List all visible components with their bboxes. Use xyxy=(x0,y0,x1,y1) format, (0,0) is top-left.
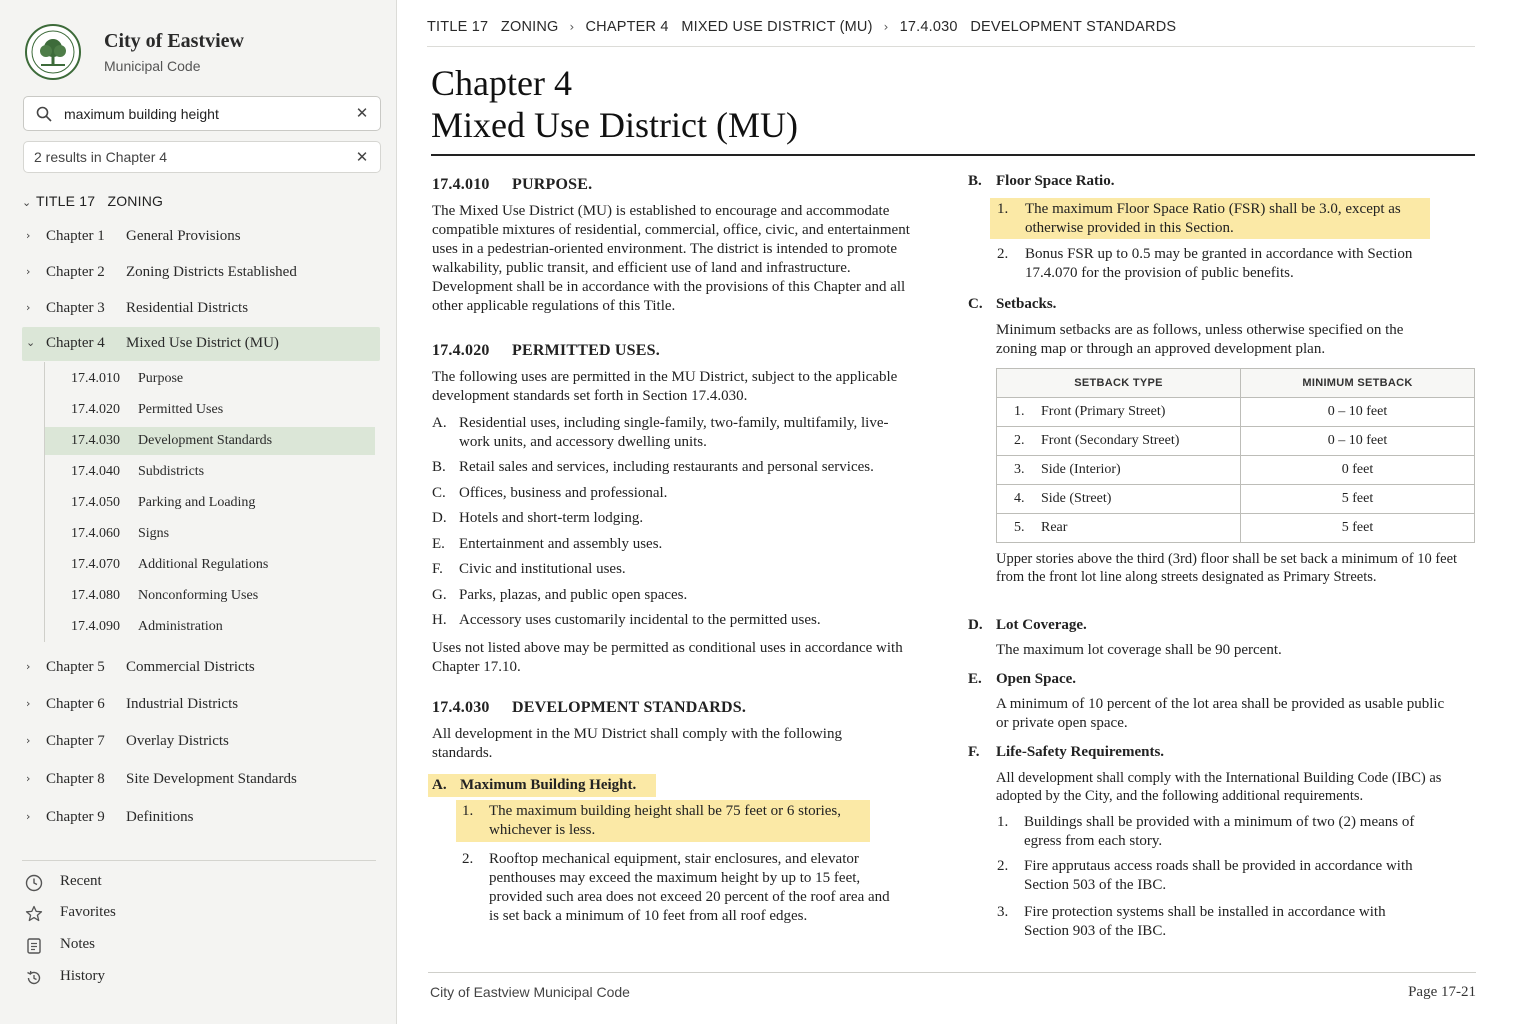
setback-table xyxy=(996,368,1475,543)
subsection-marker: C. xyxy=(968,296,983,312)
list-text: Bonus FSR up to 0.5 may be granted in accordance with Section 17.4.070 for the provision of public benefits. xyxy=(1025,246,1413,281)
history-icon xyxy=(24,968,44,988)
list-text: Offices, business and professional. xyxy=(459,485,668,501)
setbacks-intro: Minimum setbacks are as follows, unless otherwise specified on the zoning map or through an approved development plan. xyxy=(996,322,1404,357)
subsection-marker: A. xyxy=(432,777,447,793)
code-subtitle: Municipal Code xyxy=(104,58,201,74)
section-label: Additional Regulations xyxy=(138,557,269,572)
setback-type: Front (Primary Street) xyxy=(1041,404,1166,419)
table-row xyxy=(997,485,1475,514)
row-number: 3. xyxy=(1014,462,1025,477)
list-item xyxy=(432,458,922,478)
subsection-c-heading xyxy=(968,295,1168,315)
subsection-title: Maximum Building Height. xyxy=(460,777,637,793)
search-box xyxy=(23,96,381,131)
breadcrumb-title[interactable]: TITLE 17 ZONING xyxy=(427,19,559,35)
chevron-right-icon: › xyxy=(26,265,31,278)
subsection-title: Floor Space Ratio. xyxy=(996,173,1115,189)
nav-chapter-1[interactable] xyxy=(22,220,380,254)
chevron-right-icon: › xyxy=(883,20,889,34)
setback-type: Side (Street) xyxy=(1041,491,1112,506)
left-column xyxy=(432,0,922,960)
table-header-row xyxy=(997,369,1475,398)
section-label: Nonconforming Uses xyxy=(138,588,259,603)
chapter-label: Residential Districts xyxy=(126,300,249,316)
list-marker: F. xyxy=(432,561,443,577)
setback-type: Front (Secondary Street) xyxy=(1041,433,1180,448)
clear-search-icon[interactable]: ✕ xyxy=(355,104,369,122)
chapter-number: Chapter 5 xyxy=(46,659,105,675)
sidebar xyxy=(0,0,397,1024)
list-item xyxy=(432,509,912,529)
setback-type: Rear xyxy=(1041,520,1068,535)
section-number: 17.4.070 xyxy=(71,557,120,572)
search-hit-fsr xyxy=(990,198,1430,239)
chevron-down-icon: ⌄ xyxy=(26,336,36,349)
subsection-title: Life-Safety Requirements. xyxy=(996,744,1165,760)
chevron-right-icon: › xyxy=(26,301,31,314)
permitted-intro: The following uses are permitted in the MU District, subject to the applicable development standards set forth in Section 17.4.030. xyxy=(432,369,898,404)
chevron-right-icon: › xyxy=(26,660,31,673)
setback-type-cell xyxy=(997,398,1241,427)
section-number: 17.4.050 xyxy=(71,495,120,510)
search-icon xyxy=(36,106,52,122)
nav-chapter-9[interactable] xyxy=(22,801,380,835)
history-link[interactable] xyxy=(24,965,224,991)
list-text: Fire apprutaus access roads shall be provided in accordance with Section 503 of the IBC. xyxy=(1024,858,1413,893)
setback-type-cell xyxy=(997,485,1241,514)
table-row xyxy=(997,456,1475,485)
city-name: City of Eastview xyxy=(104,30,244,52)
subsection-title: Lot Coverage. xyxy=(996,617,1087,633)
clear-results-icon[interactable]: ✕ xyxy=(355,148,369,166)
chevron-right-icon: › xyxy=(26,734,31,747)
list-item xyxy=(432,611,912,631)
subsection-a-heading xyxy=(428,774,656,797)
section-number: 17.4.060 xyxy=(71,526,120,541)
breadcrumb-section[interactable]: 17.4.030 DEVELOPMENT STANDARDS xyxy=(899,19,1177,35)
chapter-number: Chapter 3 xyxy=(46,300,105,316)
row-number: 1. xyxy=(1014,404,1025,419)
row-number: 2. xyxy=(1014,433,1025,448)
subsection-title: Open Space. xyxy=(996,671,1077,687)
list-text: Civic and institutional uses. xyxy=(459,561,626,577)
section-number: 17.4.030 xyxy=(71,433,120,448)
list-marker: B. xyxy=(432,459,446,475)
setback-value: 0 feet xyxy=(1241,456,1475,485)
nav-chapter-2[interactable] xyxy=(22,256,380,290)
chapter-label: Commercial Districts xyxy=(126,659,255,675)
subsection-title: Setbacks. xyxy=(996,296,1057,312)
list-marker: H. xyxy=(432,612,447,628)
nav-section-17-4-080[interactable] xyxy=(45,582,375,610)
chapter-line: Chapter 4 xyxy=(431,63,572,103)
chevron-down-icon: ⌄ xyxy=(22,196,32,209)
chapter-number: Chapter 8 xyxy=(46,771,105,787)
list-marker: E. xyxy=(432,536,445,552)
section-label: Signs xyxy=(138,526,170,541)
section-number: 17.4.020 xyxy=(432,342,490,359)
setback-type-cell xyxy=(997,514,1241,543)
favorites-link[interactable] xyxy=(24,901,224,927)
table-row xyxy=(997,427,1475,456)
note-icon xyxy=(24,936,44,956)
list-item xyxy=(432,535,912,555)
section-label: Administration xyxy=(138,619,223,634)
chevron-right-icon: › xyxy=(569,20,575,34)
clock-icon xyxy=(24,873,44,893)
list-item xyxy=(432,586,912,606)
list-marker: G. xyxy=(432,587,447,603)
search-input[interactable] xyxy=(64,103,344,125)
chapter-number: Chapter 4 xyxy=(46,335,105,351)
chapter-number: Chapter 7 xyxy=(46,733,105,749)
nav-chapter-6[interactable] xyxy=(22,688,380,722)
list-text: The maximum Floor Space Ratio (FSR) shall be 3.0, except as otherwise provided in this Section. xyxy=(1025,201,1401,236)
setback-type-cell xyxy=(997,427,1241,456)
section-label: Parking and Loading xyxy=(138,495,256,510)
section-number: 17.4.010 xyxy=(71,371,120,386)
notes-label: Notes xyxy=(60,936,95,952)
section-number: 17.4.010 xyxy=(432,176,490,193)
subsection-marker: E. xyxy=(968,671,982,687)
chapter-label: Site Development Standards xyxy=(126,771,297,787)
section-label: Purpose xyxy=(138,371,184,386)
search-hit-height-limit xyxy=(456,800,870,842)
table-row xyxy=(997,514,1475,543)
nav-section-17-4-060[interactable] xyxy=(45,520,375,548)
section-label: Subdistricts xyxy=(138,464,205,479)
breadcrumb-chapter[interactable]: CHAPTER 4 MIXED USE DISTRICT (MU) xyxy=(585,19,873,35)
section-heading-17-4-010 xyxy=(432,175,592,194)
setback-type-cell xyxy=(997,456,1241,485)
list-text: Rooftop mechanical equipment, stair enclosures, and elevator penthouses may exceed the maximum height by up to 15 feet, provided such area does not exceed 20 percent of the roof area and is set back a minimum of 10 feet from all roof edges. xyxy=(489,851,890,924)
nav-chapter-4[interactable] xyxy=(22,327,380,361)
favorites-label: Favorites xyxy=(60,904,116,920)
list-marker: 2. xyxy=(462,851,474,867)
recent-link[interactable] xyxy=(24,870,224,896)
section-title: DEVELOPMENT STANDARDS. xyxy=(512,699,747,716)
setbacks-note: Upper stories above the third (3rd) floor shall be set back a minimum of 10 feet from the front lot line along streets designated as Primary Streets. xyxy=(996,551,1458,585)
results-count: 2 results in Chapter 4 xyxy=(34,149,168,165)
row-number: 5. xyxy=(1014,520,1025,535)
chapter-label: Overlay Districts xyxy=(126,733,229,749)
chevron-right-icon: › xyxy=(26,229,31,242)
list-text: Residential uses, including single-family, two-family, multifamily, live-work units, and accessory dwelling units. xyxy=(459,415,889,450)
section-heading-17-4-030 xyxy=(432,698,746,717)
nav-section-17-4-050[interactable] xyxy=(45,489,375,517)
row-number: 4. xyxy=(1014,491,1025,506)
list-marker: D. xyxy=(432,510,447,526)
list-text: Buildings shall be provided with a minimum of two (2) means of egress from each story. xyxy=(1024,814,1415,849)
list-text: Hotels and short-term lodging. xyxy=(459,510,644,526)
footer-code-name: City of Eastview Municipal Code xyxy=(430,984,630,1000)
nav-section-17-4-040[interactable] xyxy=(45,458,375,486)
chapter-label: Definitions xyxy=(126,809,194,825)
section-number: 17.4.080 xyxy=(71,588,120,603)
nav-section-17-4-030[interactable] xyxy=(45,427,375,455)
subsection-b-heading xyxy=(968,172,1168,192)
list-marker: A. xyxy=(432,415,447,431)
nav-chapter-3[interactable] xyxy=(22,292,380,326)
nav-title-label: TITLE 17 ZONING xyxy=(36,193,164,209)
subsection-marker: F. xyxy=(968,744,980,760)
chapter-number: Chapter 6 xyxy=(46,696,105,712)
section-label: Development Standards xyxy=(138,433,273,448)
chapter-label: General Provisions xyxy=(126,228,241,244)
purpose-text: The Mixed Use District (MU) is established to encourage and accommodate compatible mixtures of residential, commercial, office, civic, and entertainment uses in a pedestrian-oriented environment. The district is intended to promote walkability, public transit, and efficient use of land and infrastructure. Development shall be in accordance with the provisions of this Chapter and all other applicable regulations of this Title. xyxy=(432,203,910,314)
nav-section-17-4-070[interactable] xyxy=(45,551,375,579)
column-header: SETBACK TYPE xyxy=(997,369,1241,398)
star-icon xyxy=(24,904,44,924)
nav-section-17-4-020[interactable] xyxy=(45,396,375,424)
chevron-right-icon: › xyxy=(26,772,31,785)
notes-link[interactable] xyxy=(24,933,224,959)
section-title: PURPOSE. xyxy=(512,176,593,193)
nav-section-17-4-010[interactable] xyxy=(45,365,375,393)
chapter-label: Mixed Use District (MU) xyxy=(126,335,279,351)
history-label: History xyxy=(60,968,105,984)
lot-coverage-text: The maximum lot coverage shall be 90 percent. xyxy=(996,642,1282,658)
chapter-label: Zoning Districts Established xyxy=(126,264,297,280)
list-marker: 3. xyxy=(997,904,1009,920)
chevron-right-icon: › xyxy=(26,697,31,710)
subsection-marker: D. xyxy=(968,617,983,633)
section-number: 17.4.040 xyxy=(71,464,120,479)
list-marker: 1. xyxy=(997,814,1009,830)
list-text: The maximum building height shall be 75 feet or 6 stories, whichever is less. xyxy=(489,803,842,838)
chapter-label: Industrial Districts xyxy=(126,696,239,712)
list-marker: C. xyxy=(432,485,446,501)
nav-section-17-4-090[interactable] xyxy=(45,613,375,641)
search-results-filter xyxy=(23,141,381,173)
list-text: Entertainment and assembly uses. xyxy=(459,536,663,552)
list-text: Fire protection systems shall be installed in accordance with Section 903 of the IBC. xyxy=(1024,904,1386,939)
section-title: PERMITTED USES. xyxy=(512,342,660,359)
section-number: 17.4.030 xyxy=(432,699,490,716)
list-item xyxy=(997,245,1467,283)
setback-value: 5 feet xyxy=(1241,514,1475,543)
chapter-name: Mixed Use District (MU) xyxy=(431,105,798,145)
chevron-right-icon: › xyxy=(26,810,31,823)
chapter-number: Chapter 2 xyxy=(46,264,105,280)
column-header: MINIMUM SETBACK xyxy=(1241,369,1475,398)
footer-rule xyxy=(428,972,1476,973)
document-view xyxy=(398,0,1536,1024)
setback-value: 0 – 10 feet xyxy=(1241,398,1475,427)
setback-value: 0 – 10 feet xyxy=(1241,427,1475,456)
subsection-marker: B. xyxy=(968,173,982,189)
chapter-number: Chapter 1 xyxy=(46,228,105,244)
setback-type: Side (Interior) xyxy=(1041,462,1121,477)
list-item xyxy=(462,850,902,930)
list-item xyxy=(432,484,912,504)
list-text: Retail sales and services, including restaurants and personal services. xyxy=(459,459,874,475)
city-seal-logo xyxy=(25,24,81,80)
list-marker: 1. xyxy=(462,803,474,819)
section-number: 17.4.090 xyxy=(71,619,120,634)
setback-value: 5 feet xyxy=(1241,485,1475,514)
page-number: Page 17-21 xyxy=(1408,984,1476,1000)
standards-intro: All development in the MU District shall comply with the following standards. xyxy=(432,726,842,761)
recent-label: Recent xyxy=(60,873,102,889)
section-number: 17.4.020 xyxy=(71,402,120,417)
permitted-outro: Uses not listed above may be permitted as conditional uses in accordance with Chapter 17.10. xyxy=(432,640,903,675)
nav-title-17[interactable] xyxy=(22,193,163,209)
list-text: Accessory uses customarily incidental to the permitted uses. xyxy=(459,612,821,628)
sidebar-divider xyxy=(22,860,376,861)
nav-chapter-5[interactable] xyxy=(22,651,380,685)
life-safety-intro: All development shall comply with the International Building Code (IBC) as adopted by the City, and the following additional requirements. xyxy=(996,770,1442,804)
table-row xyxy=(997,398,1475,427)
list-marker: 2. xyxy=(997,858,1009,874)
open-space-text: A minimum of 10 percent of the lot area shall be provided as usable public or private open space. xyxy=(996,696,1445,731)
section-label: Permitted Uses xyxy=(138,402,224,417)
list-text: Parks, plazas, and public open spaces. xyxy=(459,587,688,603)
nav-chapter-8[interactable] xyxy=(22,763,380,797)
list-item xyxy=(432,414,912,452)
list-marker: 2. xyxy=(997,246,1009,262)
section-heading-17-4-020 xyxy=(432,341,660,360)
nav-chapter-7[interactable] xyxy=(22,725,380,759)
chapter-number: Chapter 9 xyxy=(46,809,105,825)
list-marker: 1. xyxy=(997,201,1009,217)
list-item xyxy=(432,560,912,580)
